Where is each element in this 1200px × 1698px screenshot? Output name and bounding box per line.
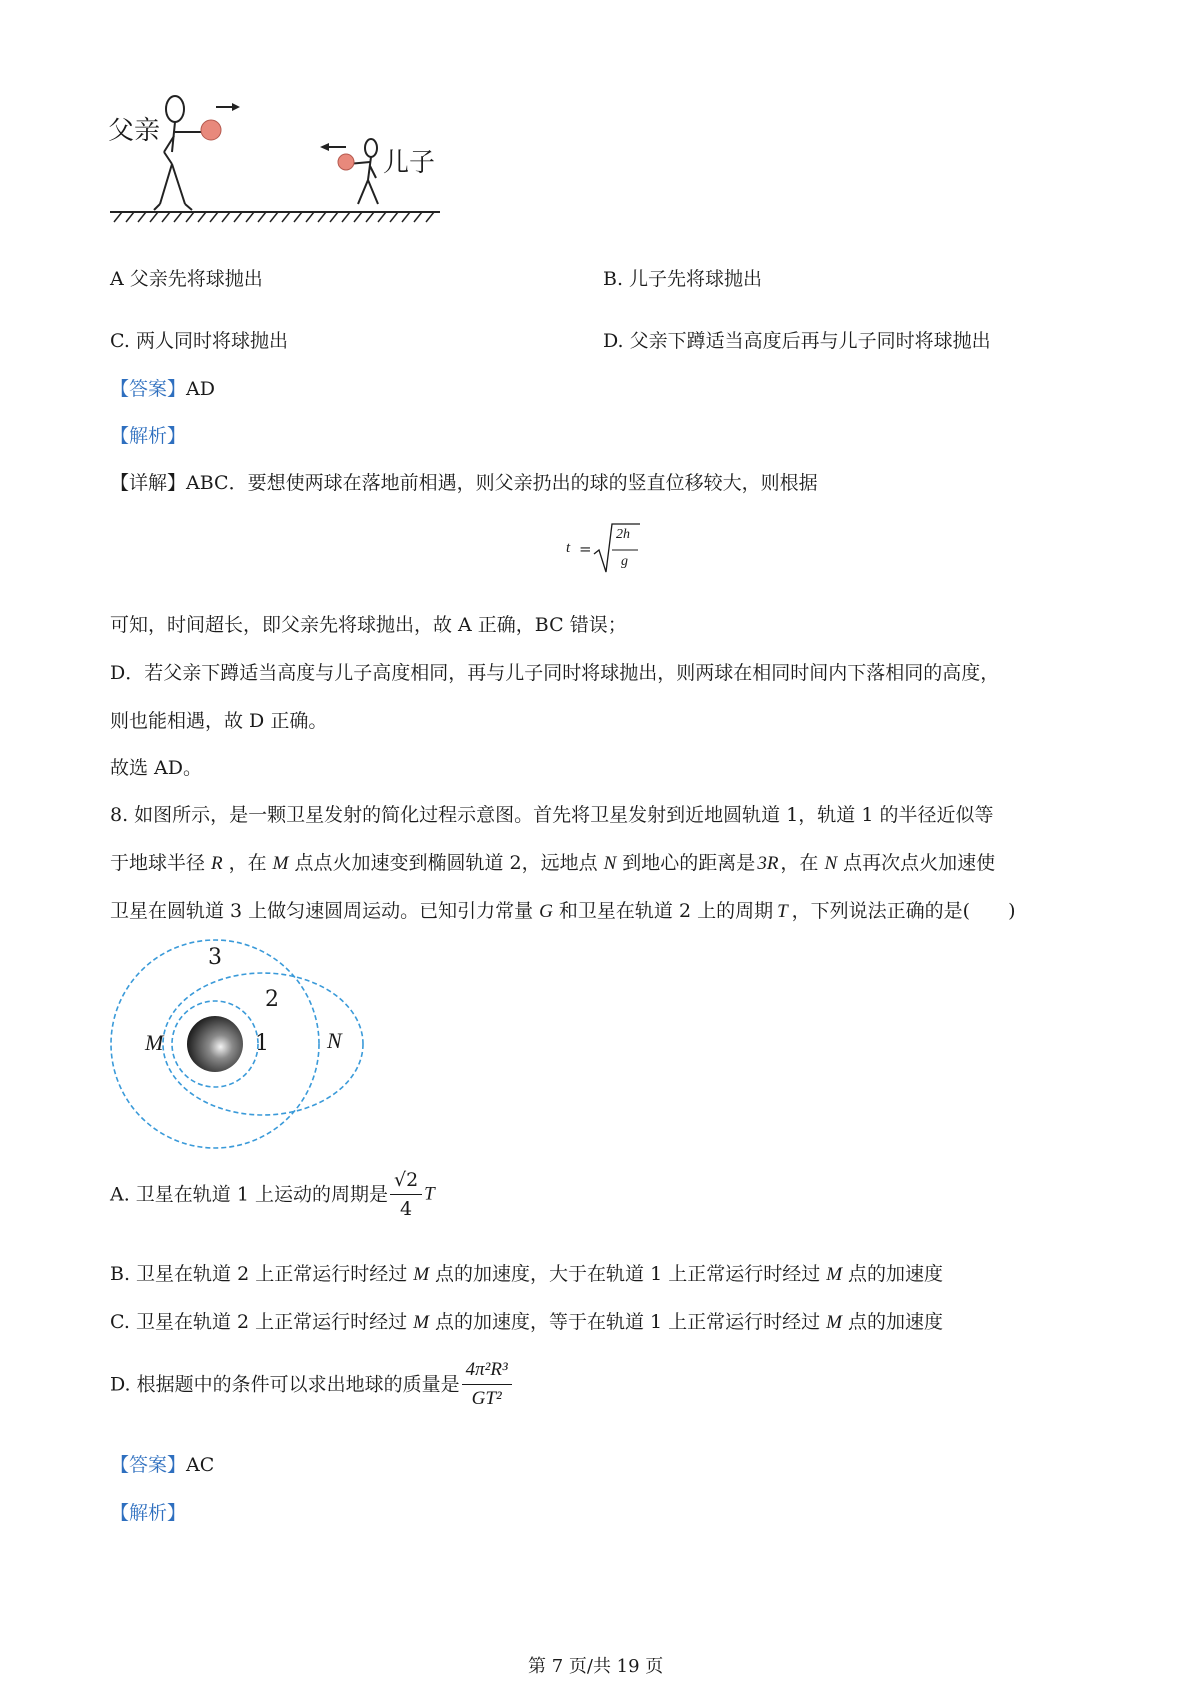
- symbol-3R: 3R: [757, 853, 779, 874]
- arrow-left-icon: [320, 143, 329, 151]
- option-text: 点的加速度: [848, 1263, 944, 1285]
- orbit3-label: 3: [208, 945, 222, 970]
- q8-text: ): [1008, 900, 1016, 922]
- q8-text: 到地心的距离是: [622, 852, 756, 874]
- orbit1-label: 1: [255, 1031, 269, 1056]
- fraction-den: 4: [400, 1198, 413, 1220]
- option-text: 点的加速度: [847, 1311, 943, 1333]
- fraction-earth-mass: [462, 1358, 512, 1411]
- fraction-num: 4π²R³: [462, 1358, 512, 1385]
- q8-analysis-tag: 【解析】: [110, 1502, 187, 1524]
- option-text: 点的加速度，大于在轨道 1 上正常运行时经过: [435, 1263, 821, 1285]
- figure-orbits: [105, 935, 365, 1155]
- symbol-M: M: [413, 1312, 429, 1333]
- q7-option-a: A 父亲先将球抛出: [110, 268, 263, 290]
- point-n-label: N: [327, 1028, 342, 1053]
- symbol-T: T: [424, 1183, 435, 1205]
- son-ball: [338, 154, 354, 170]
- q7-analysis-tag: 【解析】: [110, 425, 187, 447]
- detail-tag: 【详解】: [110, 472, 187, 494]
- q8-text: ，在: [780, 852, 819, 874]
- formula-den: g: [621, 554, 628, 569]
- symbol-M: M: [272, 853, 289, 874]
- point-m-label: M: [145, 1030, 164, 1055]
- son-label: 儿子: [383, 148, 436, 178]
- formula-num: 2h: [616, 527, 630, 542]
- answer-tag: 【答案】: [110, 378, 187, 400]
- q7-detail-line3: D．若父亲下蹲适当高度与儿子高度相同，再与儿子同时将球抛出，则两球在相同时间内下落相同的高度，: [110, 662, 1000, 684]
- q7-detail-line1: [110, 468, 818, 495]
- father-figure: [154, 96, 210, 210]
- father-ball: [201, 120, 221, 140]
- q8-text: ，下列说法正确的是(: [791, 900, 971, 922]
- figure-throwing: [100, 92, 450, 232]
- answer-tag: 【答案】: [110, 1454, 187, 1476]
- q8-stem-line1: 8. 如图所示，是一颗卫星发射的简化过程示意图。首先将卫星发射到近地圆轨道 1，轨道 1 的半径近似等: [110, 804, 994, 826]
- formula-lhs: t: [566, 540, 571, 556]
- q7-answer: [110, 374, 215, 401]
- q7-detail-line5: 故选 AD。: [110, 757, 202, 779]
- q8-text: 点点火加速变到椭圆轨道 2，远地点: [294, 852, 598, 874]
- q8-stem-line2: [110, 848, 995, 875]
- option-text: A. 卫星在轨道 1 上运动的周期是: [110, 1183, 388, 1206]
- q8-option-d: [110, 1358, 514, 1411]
- formula-eq: =: [579, 540, 592, 558]
- q8-stem-line3: [110, 896, 1016, 923]
- symbol-R: R: [211, 853, 223, 874]
- symbol-G: G: [539, 901, 553, 922]
- son-figure: [348, 139, 378, 204]
- q7-option-d: D. 父亲下蹲适当高度后再与儿子同时将球抛出: [603, 330, 991, 352]
- q8-text: 卫星在圆轨道 3 上做匀速圆周运动。已知引力常量: [110, 900, 534, 922]
- q8-text: 和卫星在轨道 2 上的周期: [558, 900, 774, 922]
- symbol-N: N: [824, 853, 838, 874]
- fraction-den: GT²: [471, 1388, 502, 1409]
- option-text: C. 卫星在轨道 2 上正常运行时经过: [110, 1311, 408, 1333]
- symbol-M: M: [826, 1312, 842, 1333]
- fraction-sqrt2-over-4: [390, 1168, 422, 1221]
- detail-text: ABC．要想使两球在落地前相遇，则父亲扔出的球的竖直位移较大，则根据: [186, 472, 818, 494]
- q8-text: ，在: [228, 852, 267, 874]
- q8-text: 于地球半径: [110, 852, 206, 874]
- orbit-diagram: [105, 935, 365, 1155]
- option-text: 点的加速度，等于在轨道 1 上正常运行时经过: [434, 1311, 821, 1333]
- symbol-N: N: [603, 853, 617, 874]
- q8-option-c: [110, 1307, 943, 1334]
- symbol-M: M: [826, 1264, 843, 1285]
- q7-detail-line2: 可知，时间超长，即父亲先将球抛出，故 A 正确，BC 错误；: [110, 614, 627, 636]
- option-text: B. 卫星在轨道 2 上正常运行时经过: [110, 1263, 408, 1285]
- earth: [187, 1016, 243, 1072]
- q7-detail-line4: 则也能相遇，故 D 正确。: [110, 710, 328, 732]
- q8-option-a: [110, 1168, 435, 1221]
- q8-option-b: [110, 1259, 943, 1286]
- answer-value: AD: [186, 378, 215, 400]
- option-text: D. 根据题中的条件可以求出地球的质量是: [110, 1373, 460, 1396]
- fraction-num: √2: [390, 1168, 422, 1195]
- page-footer: 第 7 页/共 19 页: [528, 1656, 664, 1677]
- symbol-T: T: [777, 901, 788, 922]
- arrow-right-icon: [232, 103, 240, 111]
- father-label: 父亲: [108, 116, 161, 146]
- symbol-M: M: [413, 1264, 430, 1285]
- q8-answer: [110, 1450, 214, 1477]
- orbit2-label: 2: [265, 987, 279, 1012]
- q7-option-c: C. 两人同时将球抛出: [110, 330, 288, 352]
- answer-value: AC: [186, 1454, 215, 1476]
- q8-text: 点再次点火加速使: [843, 852, 996, 874]
- q7-option-b: B. 儿子先将球抛出: [603, 268, 763, 290]
